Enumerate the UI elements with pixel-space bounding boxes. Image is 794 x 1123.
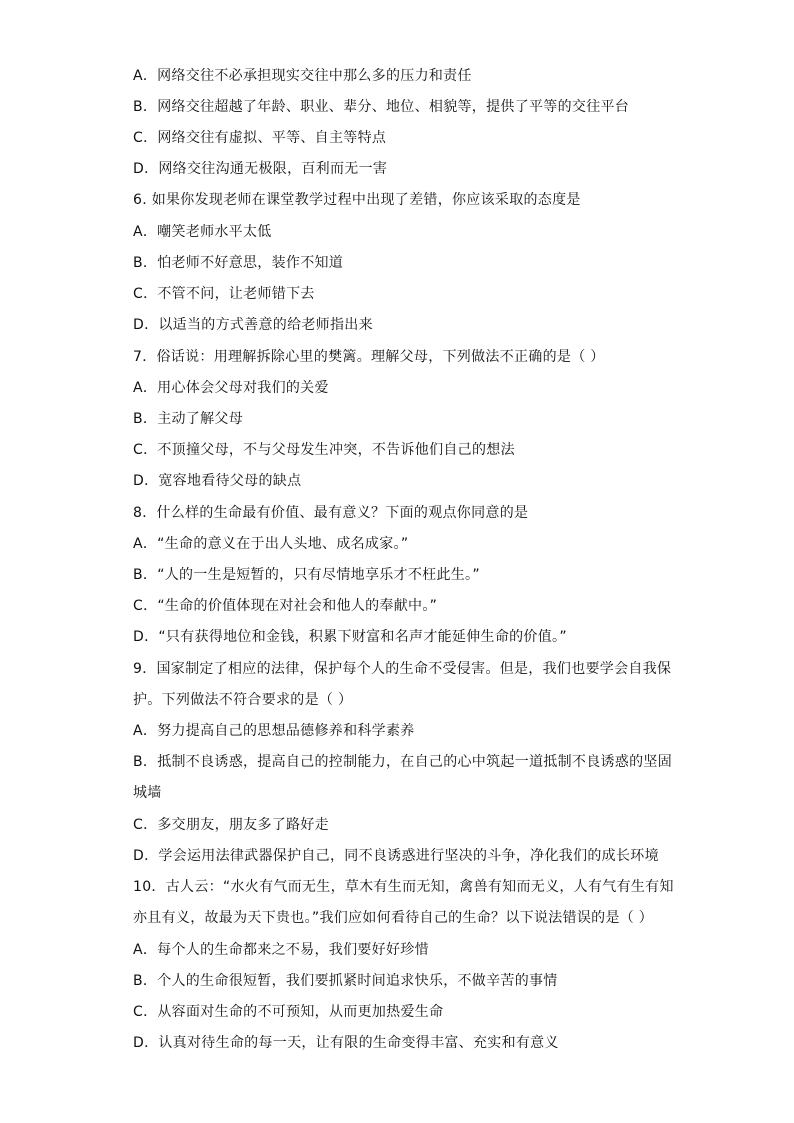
q8-option-a: A．“生命的意义在于出人头地、成名成家。” (133, 536, 409, 552)
q9-option-a: A．努力提高自己的思想品德修养和科学素养 (133, 723, 415, 739)
q5-option-d: D．网络交往沟通无极限，百利而无一害 (133, 161, 388, 177)
q6-option-d: D．以适当的方式善意的给老师指出来 (133, 317, 373, 333)
q8-option-c: C．“生命的价值体现在对社会和他人的奉献中。” (133, 598, 438, 614)
q7-option-d: D．宽容地看待父母的缺点 (133, 473, 302, 489)
q8-stem: 8．什么样的生命最有价值、最有意义？下面的观点你同意的是 (133, 505, 529, 521)
q10-option-a: A．每个人的生命都来之不易，我们要好好珍惜 (133, 942, 429, 958)
q10-option-d: D．认真对待生命的每一天，让有限的生命变得丰富、充实和有意义 (133, 1035, 559, 1051)
q5-option-c: C．网络交往有虚拟、平等、自主等特点 (133, 130, 387, 146)
q7-option-b: B．主动了解父母 (133, 411, 244, 427)
q10-stem-line2: 亦且有义，故最为天下贵也。”我们应如何看待自己的生命？以下说法错误的是（ ） (133, 910, 654, 926)
q10-stem-line1: 10．古人云：“水火有气而无生，草木有生而无知，禽兽有知而无义，人有气有生有知 (133, 879, 674, 895)
q6-option-c: C．不管不问，让老师错下去 (133, 286, 315, 302)
q9-option-b-line2: 城墙 (133, 785, 162, 801)
q8-option-d: D．“只有获得地位和金钱，积累下财富和名声才能延伸生命的价值。” (133, 629, 567, 645)
q5-option-a: A．网络交往不必承担现实交往中那么多的压力和责任 (133, 68, 472, 84)
q10-option-c: C．从容面对生命的不可预知，从而更加热爱生命 (133, 1004, 444, 1020)
q9-option-d: D．学会运用法律武器保护自己，同不良诱惑进行坚决的斗争，净化我们的成长环境 (133, 848, 659, 864)
q6-option-a: A．嘲笑老师水平太低 (133, 224, 272, 240)
q9-stem-line2: 护。下列做法不符合要求的是（ ） (133, 692, 353, 708)
q9-stem-line1: 9．国家制定了相应的法律，保护每个人的生命不受侵害。但是，我们也要学会自我保 (133, 661, 672, 677)
q5-option-b: B．网络交往超越了年龄、职业、辈分、地位、相貌等，提供了平等的交往平台 (133, 99, 630, 115)
q7-stem: 7．俗话说：用理解拆除心里的樊篱。理解父母，下列做法不正确的是（ ） (133, 349, 605, 365)
q7-option-c: C．不顶撞父母，不与父母发生冲突，不告诉他们自己的想法 (133, 442, 515, 458)
q9-option-c: C．多交朋友，朋友多了路好走 (133, 817, 329, 833)
q8-option-b: B．“人的一生是短暂的，只有尽情地享乐才不枉此生。” (133, 567, 480, 583)
q7-option-a: A．用心体会父母对我们的关爱 (133, 380, 329, 396)
q6-stem: 6. 如果你发现老师在课堂教学过程中出现了差错，你应该采取的态度是 (133, 192, 581, 208)
q9-option-b-line1: B．抵制不良诱惑，提高自己的控制能力，在自己的心中筑起一道抵制不良诱惑的坚固 (133, 754, 673, 770)
q6-option-b: B．怕老师不好意思，装作不知道 (133, 255, 344, 271)
q10-option-b: B．个人的生命很短暂，我们要抓紧时间追求快乐，不做辛苦的事情 (133, 973, 558, 989)
